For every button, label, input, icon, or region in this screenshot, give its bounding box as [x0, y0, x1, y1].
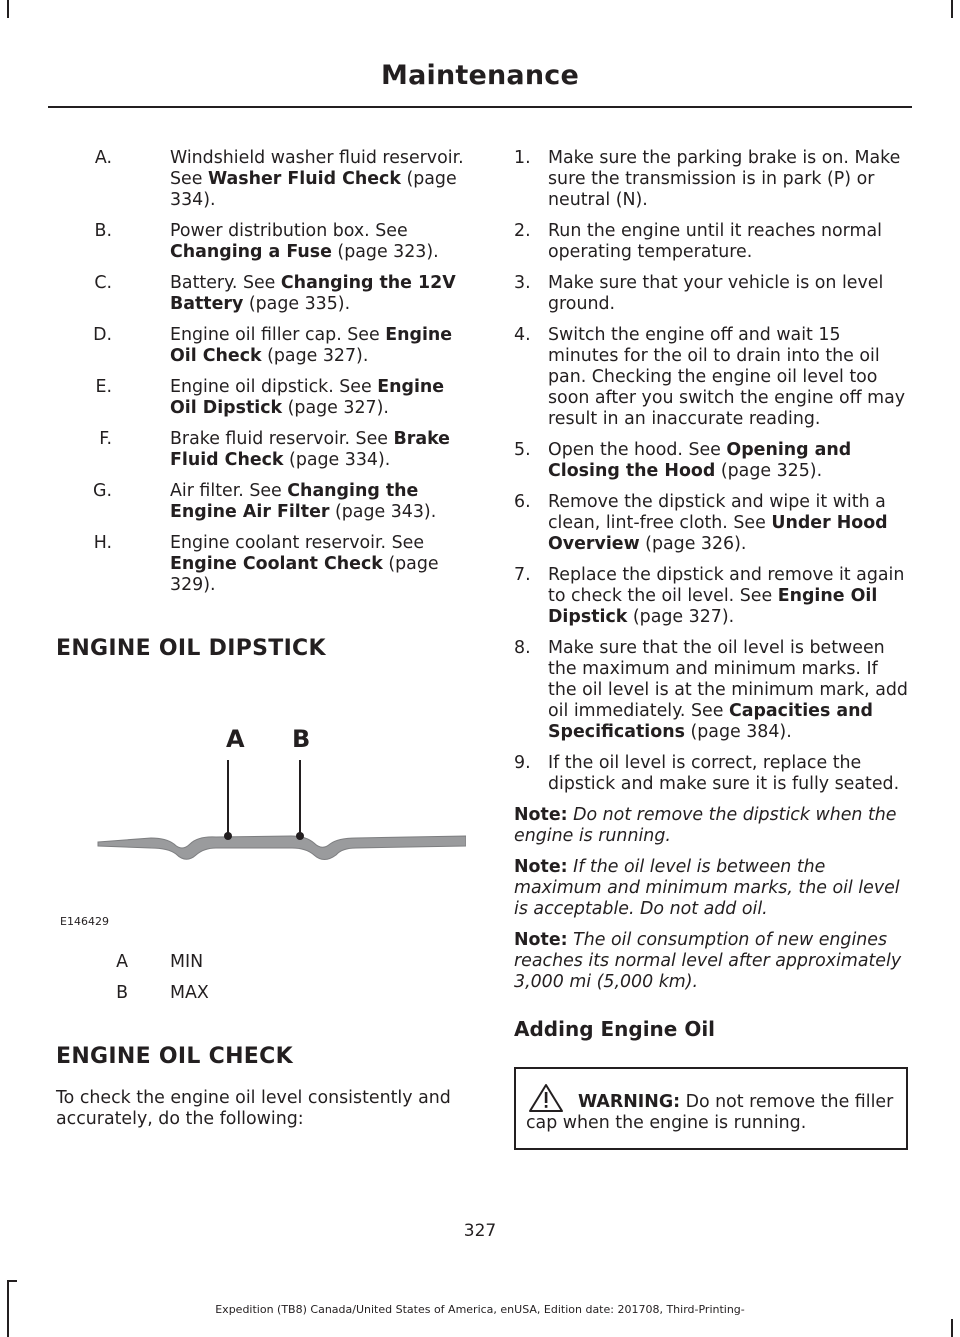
item-text: Windshield washer fluid reservoir. See — [170, 148, 464, 189]
crop-mark — [7, 1280, 17, 1282]
step-ref: Under Hood Overview — [548, 513, 888, 554]
section-heading-adding: Adding Engine Oil — [514, 1017, 716, 1041]
list-item — [56, 221, 466, 263]
item-page: (page 334). — [283, 450, 391, 470]
item-page: (page 327). — [261, 346, 369, 366]
item-text: Battery. See — [170, 273, 281, 293]
crop-mark — [951, 1319, 953, 1337]
dipstick-shape — [98, 836, 466, 860]
warning-icon — [526, 1083, 578, 1113]
item-text: Air filter. See — [170, 481, 288, 501]
item-key: E. — [95, 377, 112, 397]
left-column — [56, 148, 466, 1130]
step-number: 6. — [514, 492, 531, 512]
step-text: Replace the dipstick and remove it again to check the oil level. See — [548, 565, 905, 606]
list-item — [514, 565, 908, 628]
component-list — [56, 148, 466, 596]
legend-key: B — [116, 983, 128, 1003]
check-intro: To check the engine oil level consistently and accurately, do the following: — [56, 1088, 451, 1129]
figure-label-a: A — [226, 725, 245, 753]
warning-box — [514, 1067, 908, 1150]
step-number: 8. — [514, 638, 531, 658]
legend-key: A — [116, 952, 128, 972]
item-text: Engine coolant reservoir. See — [170, 533, 425, 553]
item-page: (page 323). — [331, 242, 439, 262]
list-item — [56, 377, 466, 419]
step-text: If the oil level is correct, replace the dipstick and make sure it is fully seated. — [548, 753, 900, 794]
item-text: Engine oil filler cap. See — [170, 325, 386, 345]
note — [514, 857, 908, 920]
crop-mark — [951, 0, 953, 18]
step-page: (page 326). — [639, 534, 747, 554]
step-number: 4. — [514, 325, 531, 345]
item-page: (page 335). — [243, 294, 351, 314]
figure-id: E146429 — [60, 915, 109, 928]
item-text: Power distribution box. See — [170, 221, 408, 241]
page-number: 327 — [463, 1221, 497, 1241]
step-text: Remove the dipstick and wipe it with a clean, lint-free cloth. See — [548, 492, 886, 533]
item-key: A. — [94, 148, 112, 168]
item-text: Engine oil dipstick. See — [170, 377, 378, 397]
list-item — [514, 148, 908, 211]
list-item — [56, 481, 466, 523]
step-number: 5. — [514, 440, 531, 460]
note — [514, 930, 908, 993]
item-key: C. — [94, 273, 112, 293]
legend-value: MAX — [170, 983, 209, 1003]
list-item — [56, 148, 466, 211]
page-title: Maintenance — [381, 60, 579, 91]
step-number: 3. — [514, 273, 531, 293]
figure-label-b: B — [292, 725, 311, 753]
note — [514, 805, 908, 847]
item-text: Brake fluid reservoir. See — [170, 429, 394, 449]
item-ref: Changing the Engine Air Filter — [170, 481, 419, 522]
item-page: (page 329). — [170, 554, 439, 595]
list-item — [514, 273, 908, 315]
edition-line: Expedition (TB8) Canada/United States of America, enUSA, Edition date: 201708, Third-Printing- — [215, 1303, 745, 1316]
note-label: Note: — [514, 857, 568, 877]
note-text: Do not remove the dipstick when the engine is running. — [514, 805, 897, 846]
step-page: (page 327). — [627, 607, 735, 627]
item-key: F. — [99, 429, 112, 449]
step-text: Make sure the parking brake is on. Make sure the transmission is in park (P) or neutral (N). — [548, 148, 901, 210]
legend-row — [56, 952, 466, 973]
dipstick-illustration — [56, 712, 466, 942]
step-page: (page 384). — [684, 722, 792, 742]
item-key: D. — [93, 325, 112, 345]
warning-label: WARNING: — [578, 1092, 681, 1112]
item-page: (page 343). — [329, 502, 437, 522]
note-label: Note: — [514, 805, 568, 825]
item-page: (page 334). — [170, 169, 457, 210]
item-ref: Brake Fluid Check — [170, 429, 450, 470]
item-page: (page 327). — [282, 398, 389, 418]
list-item — [514, 638, 908, 743]
dipstick-figure — [56, 712, 466, 942]
item-ref: Engine Oil Dipstick — [170, 377, 445, 418]
step-number: 9. — [514, 753, 531, 773]
note-text: The oil consumption of new engines reaches its normal level after approximately 3,000 mi (5,000 km). — [514, 930, 902, 992]
note-label: Note: — [514, 930, 568, 950]
section-heading-check: ENGINE OIL CHECK — [56, 1044, 293, 1069]
item-ref: Washer Fluid Check — [207, 169, 401, 189]
max-mark-dot — [296, 832, 304, 840]
list-item — [56, 533, 466, 596]
warning-text: Do not remove the filler cap when the engine is running. — [526, 1092, 894, 1133]
step-number: 2. — [514, 221, 531, 241]
step-number: 7. — [514, 565, 531, 585]
item-key: B. — [94, 221, 112, 241]
item-ref: Engine Oil Check — [170, 325, 453, 366]
step-text: Run the engine until it reaches normal operating temperature. — [548, 221, 882, 262]
legend-value: MIN — [170, 952, 204, 972]
step-ref: Engine Oil Dipstick — [548, 586, 878, 627]
step-page: (page 325). — [715, 461, 823, 481]
header-divider — [48, 106, 912, 108]
item-key: G. — [92, 481, 112, 501]
step-list — [514, 148, 908, 795]
min-mark-dot — [224, 832, 232, 840]
item-ref: Changing the 12V Battery — [170, 273, 456, 314]
list-item — [514, 753, 908, 795]
list-item — [56, 273, 466, 315]
step-number: 1. — [514, 148, 531, 168]
list-item — [514, 221, 908, 263]
section-heading-dipstick: ENGINE OIL DIPSTICK — [56, 636, 326, 661]
crop-mark — [7, 0, 9, 18]
list-item — [514, 492, 908, 555]
step-ref: Capacities and Specifications — [548, 701, 873, 742]
step-text: Open the hood. See — [548, 440, 727, 460]
right-column — [514, 148, 908, 1150]
list-item — [514, 325, 908, 430]
item-ref: Engine Coolant Check — [170, 554, 383, 574]
step-text: Make sure that your vehicle is on level ground. — [548, 273, 884, 314]
step-ref: Opening and Closing the Hood — [548, 440, 852, 481]
list-item — [56, 429, 466, 471]
list-item — [56, 325, 466, 367]
dipstick-legend — [56, 952, 466, 1004]
step-text: Make sure that the oil level is between the maximum and minimum marks. If the oil level is at the minimum mark, add oil immediately. See — [548, 638, 908, 721]
legend-row — [56, 983, 466, 1004]
list-item — [514, 440, 908, 482]
note-text: If the oil level is between the maximum and minimum marks, the oil level is acceptable. Do not add oil. — [514, 857, 900, 919]
item-key: H. — [93, 533, 112, 553]
step-text: Switch the engine off and wait 15 minutes for the oil to drain into the oil pan. Checking the engine oil level too soon after you switch the engine off may result in an inaccurate reading. — [548, 325, 906, 429]
item-ref: Changing a Fuse — [170, 242, 332, 262]
